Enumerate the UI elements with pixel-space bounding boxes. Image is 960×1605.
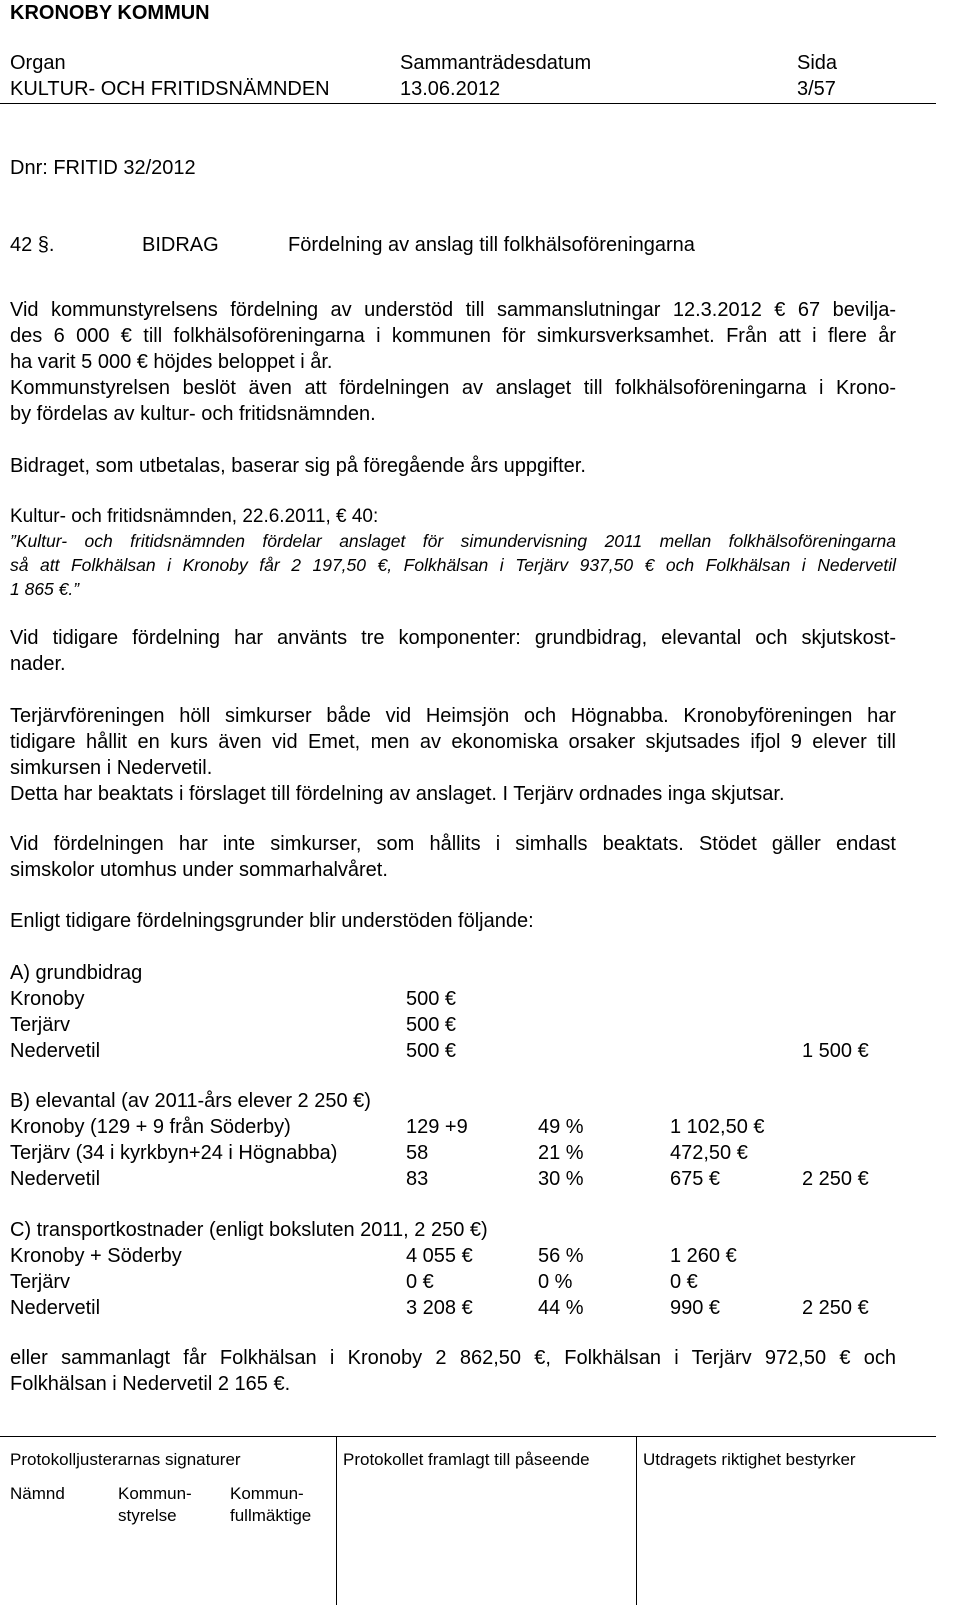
paragraph-line: tidigare hållit en kurs även vid Emet, men av ekonomiska orsaker skjutsades ifjol 9 elever till [10, 731, 896, 753]
date-value: 13.06.2012 [400, 78, 501, 100]
page-label: Sida [797, 52, 838, 74]
row-amount: 990 € [670, 1297, 721, 1319]
organ-value: KULTUR- OCH FRITIDSNÄMNDEN [10, 78, 330, 100]
footer-divider [336, 1436, 337, 1605]
dnr: Dnr: FRITID 32/2012 [10, 157, 196, 179]
paragraph-line: Detta har beaktats i förslaget till fördelning av anslaget. I Terjärv ordnades inga skjutsar. [10, 783, 785, 805]
row-name: Nedervetil [10, 1168, 101, 1190]
page-value: 3/57 [797, 78, 836, 100]
row-total: 2 250 € [802, 1297, 869, 1319]
row-total: 2 250 € [802, 1168, 869, 1190]
row-percent: 21 % [538, 1142, 584, 1164]
paragraph-line: ha varit 5 000 € höjdes beloppet i år. [10, 351, 333, 373]
row-count: 83 [406, 1168, 429, 1190]
paragraph-line: by fördelas av kultur- och fritidsnämnden. [10, 403, 376, 425]
summary-line: Folkhälsan i Nedervetil 2 165 €. [10, 1373, 291, 1395]
organ-label: Organ [10, 52, 66, 74]
fullmaktige-label: Kommun- [230, 1484, 304, 1503]
row-amount: 500 € [406, 1040, 457, 1062]
row-amount: 1 102,50 € [670, 1116, 765, 1138]
row-amount: 500 € [406, 1014, 457, 1036]
row-percent: 49 % [538, 1116, 584, 1138]
paragraph-line: nader. [10, 653, 66, 675]
row-amount: 500 € [406, 988, 457, 1010]
quote-line: så att Folkhälsan i Kronoby får 2 197,50 €, Folkhälsan i Terjärv 937,50 € och Folkhälsan i Nedervetil [10, 555, 896, 575]
row-cost: 3 208 € [406, 1297, 473, 1319]
signatures-label: Protokolljusterarnas signaturer [10, 1450, 241, 1469]
table-c-heading: C) transportkostnader (enligt boksluten 2011, 2 250 €) [10, 1219, 488, 1241]
row-percent: 44 % [538, 1297, 584, 1319]
fullmaktige-label: fullmäktige [230, 1506, 312, 1525]
kommunstyrelse-label: Kommun- [118, 1484, 192, 1503]
section-topic: BIDRAG [142, 234, 219, 256]
footer-rule-top [0, 1436, 936, 1437]
row-name: Kronoby + Söderby [10, 1245, 182, 1267]
row-total: 1 500 € [802, 1040, 869, 1062]
paragraph-line: Vid tidigare fördelning har använts tre komponenter: grundbidrag, elevantal och skjutskost- [10, 627, 896, 649]
row-amount: 472,50 € [670, 1142, 748, 1164]
section-title: Fördelning av anslag till folkhälsoföreningarna [288, 234, 695, 256]
section-number: 42 §. [10, 234, 55, 256]
row-name: Terjärv [10, 1271, 71, 1293]
row-name: Kronoby (129 + 9 från Söderby) [10, 1116, 291, 1138]
row-percent: 56 % [538, 1245, 584, 1267]
row-cost: 4 055 € [406, 1245, 473, 1267]
namnd-label: Nämnd [10, 1484, 65, 1503]
municipality-name: KRONOBY KOMMUN [10, 2, 210, 24]
row-name: Kronoby [10, 988, 85, 1010]
paragraph-line: Vid fördelningen har inte simkurser, som hållits i simhalls beaktats. Stödet gäller endast [10, 833, 896, 855]
table-a-heading: A) grundbidrag [10, 962, 143, 984]
footer-divider [636, 1436, 637, 1605]
framlagt-label: Protokollet framlagt till påseende [343, 1450, 590, 1469]
row-count: 129 +9 [406, 1116, 468, 1138]
paragraph-line: des 6 000 € till folkhälsoföreningarna i kommunen för simkursverksamhet. Från att i flere år [10, 325, 896, 347]
paragraph-line: Vid kommunstyrelsens fördelning av understöd till sammanslutningar 12.3.2012 € 67 bevilja- [10, 299, 896, 321]
row-name: Nedervetil [10, 1040, 101, 1062]
date-label: Sammanträdesdatum [400, 52, 592, 74]
table-b-heading: B) elevantal (av 2011-års elever 2 250 €) [10, 1090, 371, 1112]
row-name: Terjärv (34 i kyrkbyn+24 i Högnabba) [10, 1142, 338, 1164]
quote-heading: Kultur- och fritidsnämnden, 22.6.2011, € 40: [10, 506, 379, 527]
paragraph-line: Enligt tidigare fördelningsgrunder blir understöden följande: [10, 910, 534, 932]
row-name: Terjärv [10, 1014, 71, 1036]
row-name: Nedervetil [10, 1297, 101, 1319]
row-amount: 0 € [670, 1271, 698, 1293]
header-rule [0, 103, 936, 104]
quote-line: ”Kultur- och fritidsnämnden fördelar anslaget för simundervisning 2011 mellan folkhälsoföreningarna [10, 531, 896, 551]
utdrag-label: Utdragets riktighet bestyrker [643, 1450, 856, 1469]
row-percent: 0 % [538, 1271, 573, 1293]
row-percent: 30 % [538, 1168, 584, 1190]
paragraph-line: Bidraget, som utbetalas, baserar sig på föregående års uppgifter. [10, 455, 586, 477]
kommunstyrelse-label: styrelse [118, 1506, 177, 1525]
summary-line: eller sammanlagt får Folkhälsan i Kronoby 2 862,50 €, Folkhälsan i Terjärv 972,50 € och [10, 1347, 896, 1369]
row-amount: 1 260 € [670, 1245, 737, 1267]
row-cost: 0 € [406, 1271, 434, 1293]
paragraph-line: Terjärvföreningen höll simkurser både vid Heimsjön och Högnabba. Kronobyföreningen har [10, 705, 896, 727]
paragraph-line: simskolor utomhus under sommarhalvåret. [10, 859, 388, 881]
quote-line: 1 865 €.” [10, 579, 80, 599]
row-count: 58 [406, 1142, 429, 1164]
paragraph-line: Kommunstyrelsen beslöt även att fördelningen av anslaget till folkhälsoföreningarna i Krono- [10, 377, 896, 399]
paragraph-line: simkursen i Nedervetil. [10, 757, 213, 779]
row-amount: 675 € [670, 1168, 721, 1190]
